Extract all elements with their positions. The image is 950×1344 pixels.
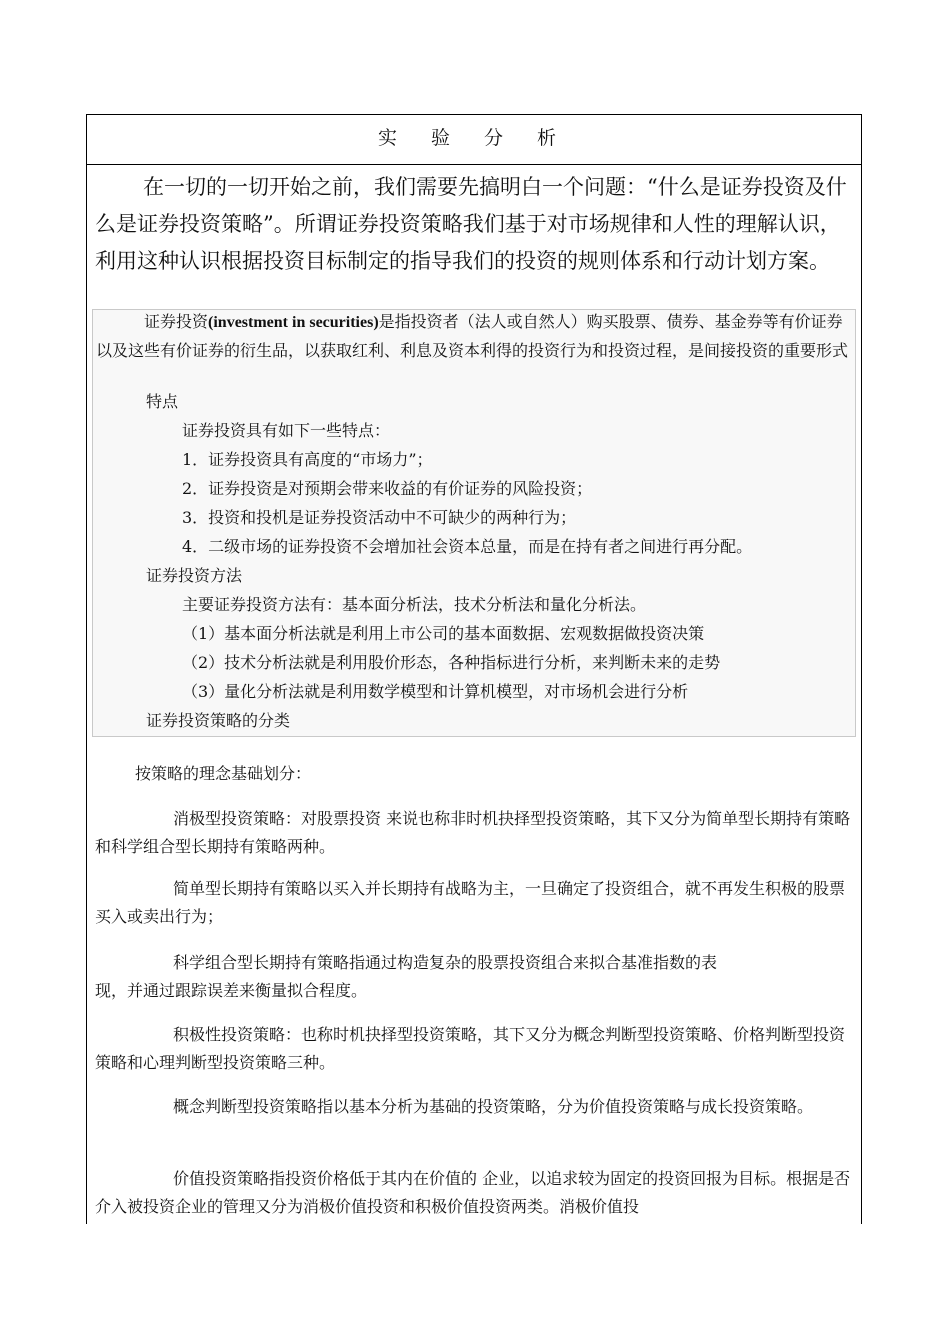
features-heading: 特点 bbox=[146, 392, 179, 411]
section-title: 实 验 分 析 bbox=[87, 115, 861, 165]
quoted-definition-box bbox=[92, 309, 856, 737]
value-investing-block bbox=[95, 1165, 855, 1221]
active-strategy-block bbox=[95, 1021, 855, 1077]
concept-judgment-paragraph: 概念判断型投资策略指以基本分析为基础的投资策略，分为价值投资策略与成长投资策略。 bbox=[173, 1097, 814, 1116]
feature-item: 3．投资和投机是证券投资活动中不可缺少的两种行为； bbox=[182, 508, 577, 527]
definition-english-term: (investment in securities) bbox=[208, 314, 379, 331]
methods-heading: 证券投资方法 bbox=[146, 566, 243, 585]
concept-judgment-block bbox=[95, 1093, 855, 1121]
method-item: （1）基本面分析法就是利用上市公司的基本面数据、宏观数据做投资决策 bbox=[182, 624, 705, 643]
definition-text: 是指投资者（法人或自然人）购买股票、债券、基金券等有价证券以及这些有价证券的衍生品，以获取红利、利息及资本利得的投资行为和投资过程，是间接投资的重要形式 bbox=[96, 312, 849, 360]
feature-item: 2．证券投资是对预期会带来收益的有价证券的风险投资； bbox=[182, 479, 593, 498]
methods-intro: 主要证券投资方法有：基本面分析法，技术分析法和量化分析法。 bbox=[182, 595, 647, 614]
method-item: （3）量化分析法就是利用数学模型和计算机模型，对市场机会进行分析 bbox=[182, 682, 689, 701]
active-strategy-paragraph: 积极性投资策略：也称时机抉择型投资策略，其下又分为概念判断型投资策略、价格判断型投资策略和心理判断型投资策略三种。 bbox=[95, 1025, 846, 1072]
method-item: （2）技术分析法就是利用股价形态，各种指标进行分析，来判断未来的走势 bbox=[182, 653, 721, 672]
report-frame bbox=[86, 114, 862, 1224]
division-heading: 按策略的理念基础划分： bbox=[135, 764, 312, 783]
simple-holding-block bbox=[95, 875, 855, 931]
feature-item: 1．证券投资具有高度的“市场力”； bbox=[182, 450, 433, 469]
scientific-portfolio-line-1: 科学组合型长期持有策略指通过构造复杂的股票投资组合来拟合基准指数的表 bbox=[173, 953, 718, 972]
value-investing-paragraph: 价值投资策略指投资价格低于其内在价值的 企业，以追求较为固定的投资回报为目标。根据是否介入被投资企业的管理又分为消极价值投资和积极价值投资两类。消极价值投 bbox=[95, 1169, 851, 1216]
scientific-portfolio-line-2: 现，并通过跟踪误差来衡量拟合程度。 bbox=[95, 981, 368, 1000]
definition-paragraph bbox=[96, 308, 852, 365]
features-intro: 证券投资具有如下一些特点： bbox=[182, 421, 391, 440]
classification-heading: 证券投资策略的分类 bbox=[146, 711, 291, 730]
division-heading-block bbox=[95, 761, 855, 784]
definition-prefix: 证券投资 bbox=[144, 312, 209, 331]
simple-holding-paragraph: 简单型长期持有策略以买入并长期持有战略为主，一旦确定了投资组合，就不再发生积极的股票买入或卖出行为； bbox=[95, 879, 846, 926]
intro-paragraph: 在一切的一切开始之前，我们需要先搞明白一个问题：“什么是证券投资及什么是证券投资策略”。所谓证券投资策略我们基于对市场规律和人性的理解认识，利用这种认识根据投资目标制定的指导我们的投资的规则体系和行动计划方案。 bbox=[95, 175, 847, 273]
scientific-portfolio-block bbox=[95, 949, 855, 1005]
passive-strategy-block bbox=[95, 805, 855, 861]
passive-strategy-paragraph: 消极型投资策略：对股票投资 来说也称非时机抉择型投资策略，其下又分为简单型长期持有策略和科学组合型长期持有策略两种。 bbox=[95, 809, 851, 856]
feature-item: 4．二级市场的证券投资不会增加社会资本总量，而是在持有者之间进行再分配。 bbox=[182, 537, 753, 556]
